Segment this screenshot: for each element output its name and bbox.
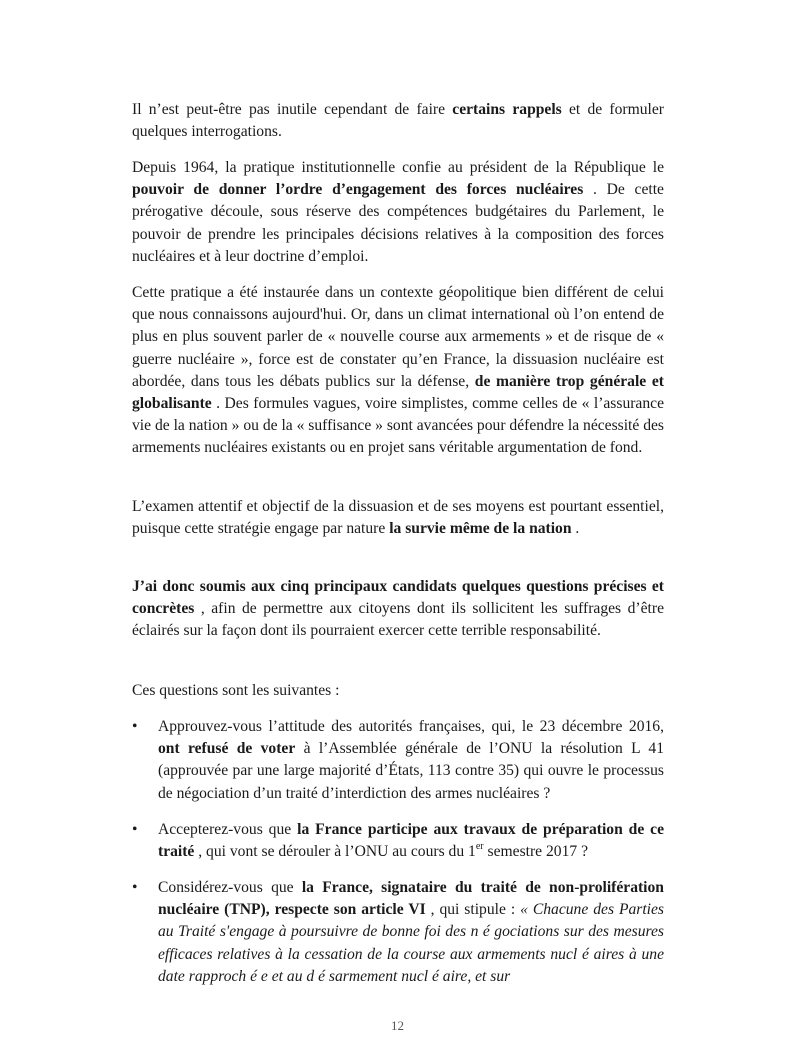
text-segment: Ces questions sont les suivantes : [132, 682, 340, 699]
emphasis-text: ont refusé de voter [158, 740, 296, 758]
emphasis-text: J’ai donc soumis aux cinq principaux candidats quelques questions précises et concrètes [132, 578, 664, 618]
text-segment: Cette pratique a été instaurée dans un contexte géopolitique bien différent de celui que nous connaissons aujourd'hui. Or, dans un climat international où l’on entend de plus en plus souvent parler de « nouvelle course aux armements » et de risque de « guerre nucléaire », force est de constater qu’en France, la dissuasion nucléaire est abordée, dans tous les débats publics sur la défense, [132, 284, 664, 390]
bullet-marker: • [132, 821, 138, 838]
text-segment: , afin de permettre aux citoyens dont ils sollicitent les suffrages d’être éclairés sur la façon dont ils pourraient exercer cette terrible responsabilité. [132, 600, 664, 640]
text-segment: Considérez-vous que [158, 879, 302, 896]
paragraph-contexte-geopolitique [132, 282, 664, 460]
text-segment: Il n’est peut-être pas inutile cependant de faire [132, 101, 453, 118]
superscript-text: er [475, 841, 484, 853]
text-segment: , qui vont se dérouler à l’ONU au cours du 1 [194, 843, 476, 861]
bullet-marker: • [132, 718, 138, 735]
paragraph-examen-dissuasion [132, 496, 664, 540]
text-segment: L’examen attentif et objectif de la dissuasion et de ses moyens est pourtant essentiel, puisque cette stratégie engage par nature [132, 498, 664, 538]
text-segment: Depuis 1964, la pratique institutionnelle confie au président de la République le [132, 159, 664, 176]
paragraph-rappels [132, 99, 664, 143]
emphasis-text: de manière trop générale et globalisante [132, 372, 664, 413]
bullet-text [158, 716, 664, 805]
text-segment: à l’Assemblée générale de l’ONU la résolution L 41 (approuvée par une large majorité d’États, 113 contre 35) qui ouvre le processus de négociation d’un traité d’interdiction des armes nucléaires ? [158, 740, 664, 802]
bullet-text [158, 819, 664, 863]
bullet-text [158, 877, 664, 988]
text-segment: semestre 2017 ? [483, 843, 588, 861]
paragraph-questions-intro [132, 680, 664, 702]
emphasis-text: la France participe aux travaux de préparation de ce traité [158, 821, 665, 861]
bullet-marker: • [132, 879, 138, 896]
text-segment: , qui stipule : [425, 901, 521, 919]
emphasis-text: la survie même de la nation [389, 520, 572, 538]
text-segment: . [571, 520, 580, 538]
paragraph-questions-candidats [132, 576, 664, 643]
text-segment: Approuvez-vous l’attitude des autorités françaises, qui, le 23 décembre 2016, [158, 718, 664, 735]
emphasis-text: la France, signataire du traité de non-prolifération nucléaire (TNP), respecte son article VI [158, 879, 664, 919]
quote-text: « Chacune des Parties au Traité s'engage à poursuivre de bonne foi des n é gociations sur des mesures efficaces relatives à la cessation de la course aux armements nucl é aires à une date rapproch é e et au d é sarmement nucl é aire, et sur [158, 901, 664, 985]
text-segment: . De cette prérogative découle, sous réserve des compétences budgétaires du Parlement, le pouvoir de prendre les principales décisions relatives à la composition des forces nucléaires et à leur doctrine d’emploi. [132, 181, 664, 265]
page-number: 12 [391, 1018, 404, 1033]
paragraph-pouvoir-president [132, 157, 664, 268]
emphasis-text: certains rappels [452, 101, 562, 118]
text-segment: . Des formules vagues, voire simplistes, comme celles de « l’assurance vie de la nation » ou de la « suffisance » sont avancées pour défendre la nécessité des armements nucléaires existants ou en projet sans véritable argumentation de fond. [132, 395, 664, 457]
emphasis-text: pouvoir de donner l’ordre d’engagement des forces nucléaires [132, 181, 584, 199]
text-segment: et de formuler quelques interrogations. [132, 101, 664, 141]
text-segment: Accepterez-vous que [158, 821, 298, 838]
